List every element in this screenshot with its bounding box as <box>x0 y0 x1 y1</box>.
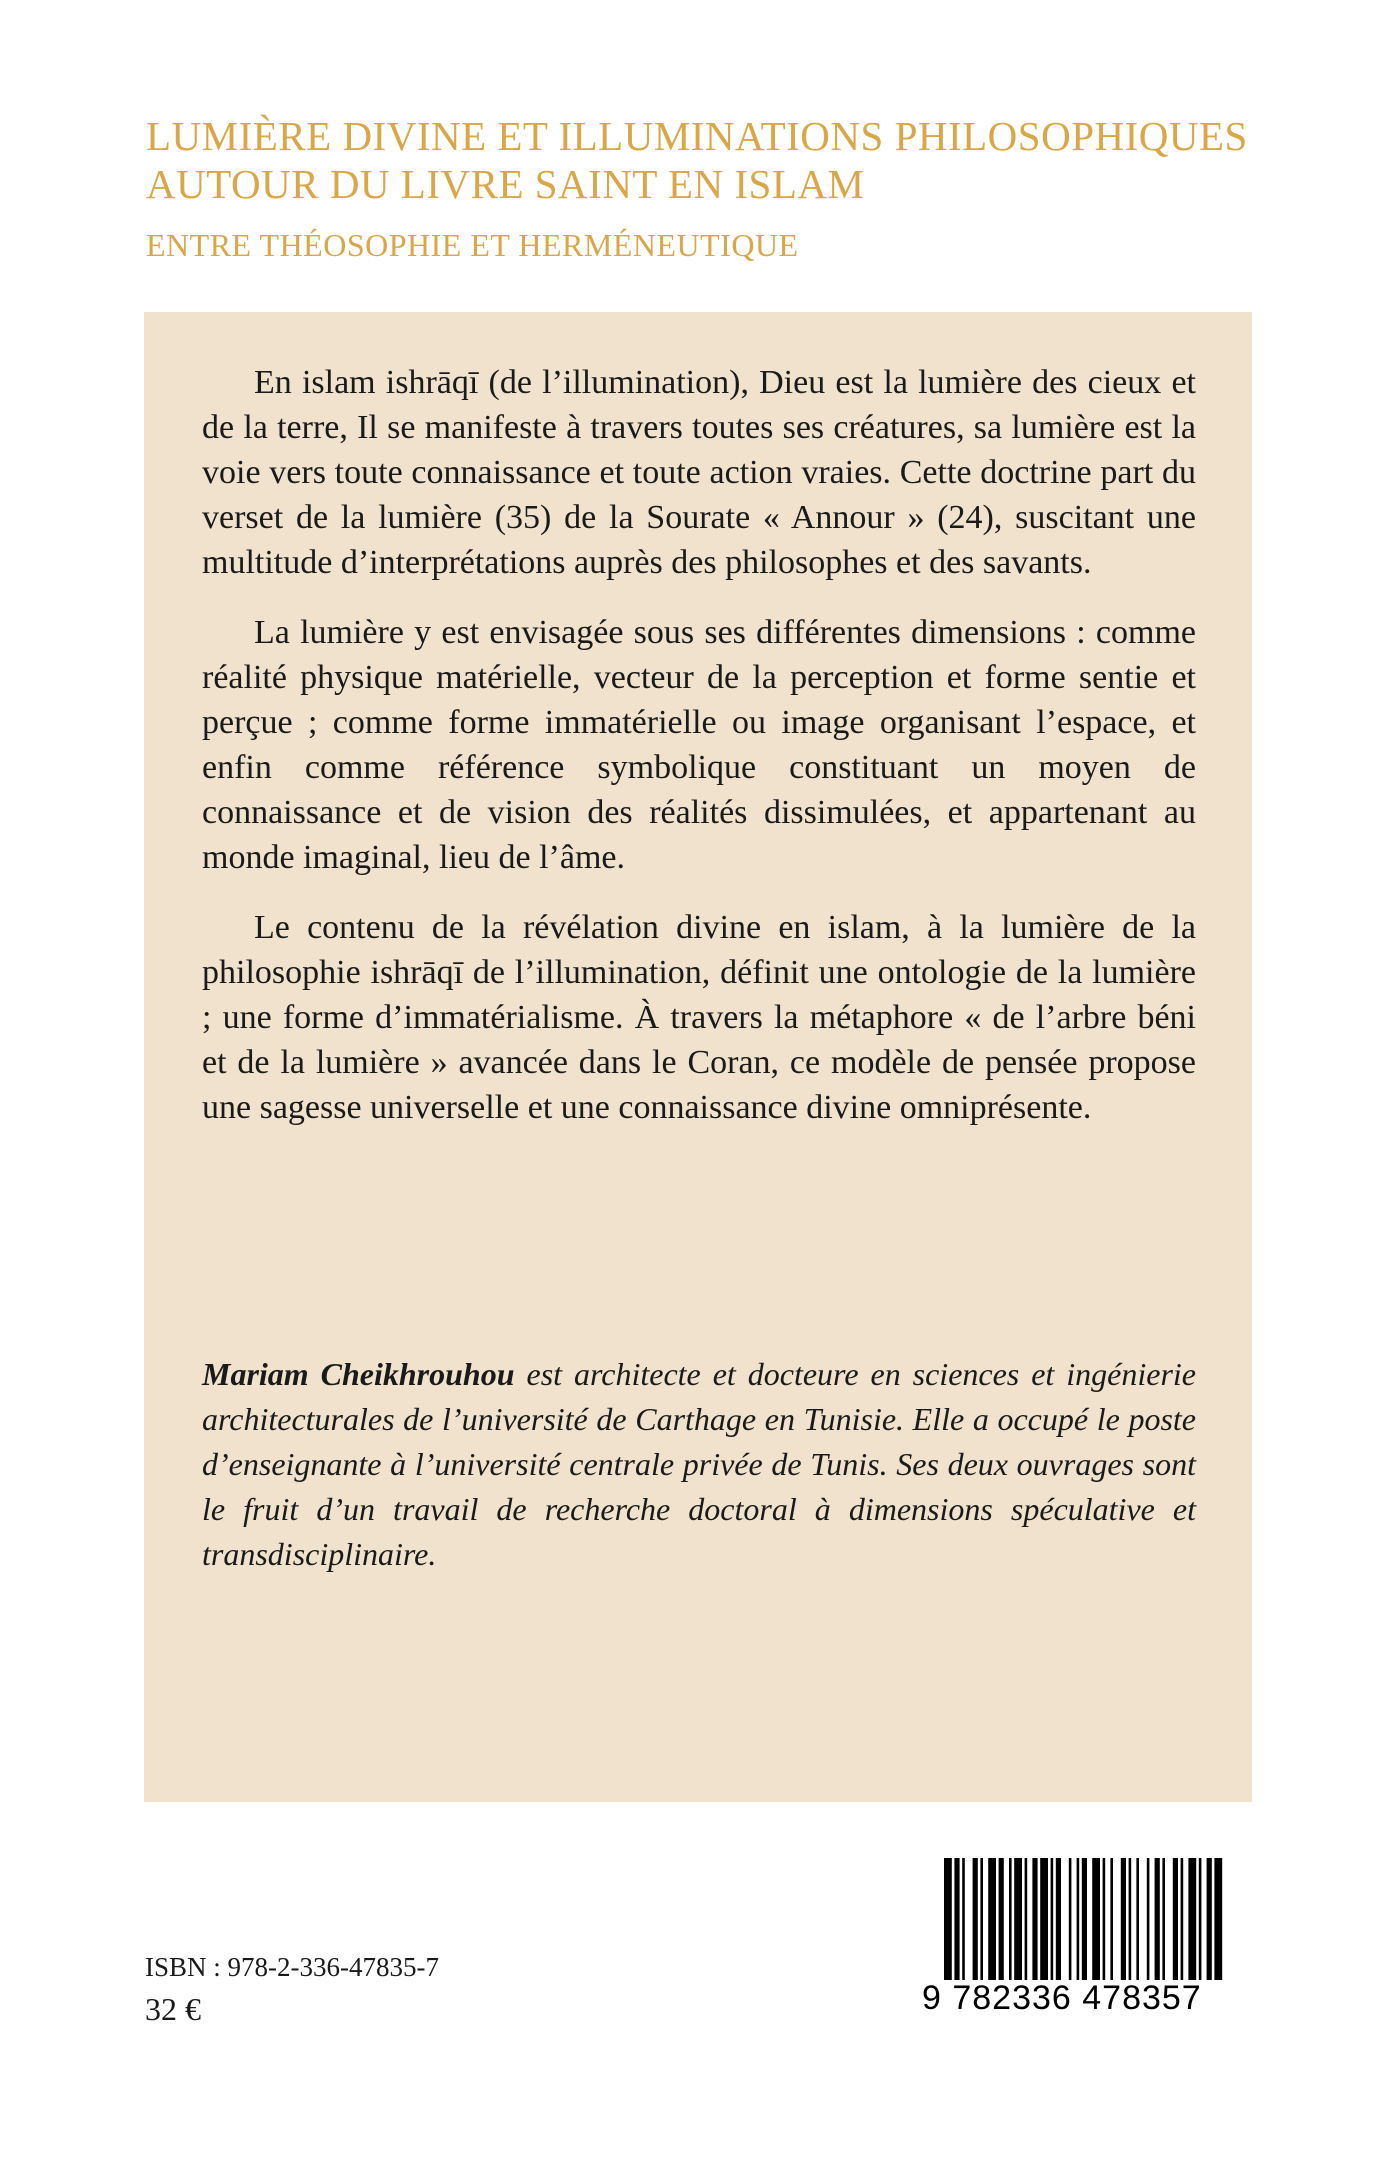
barcode-bar <box>962 1858 965 1980</box>
author-name: Mariam Cheikhrouhou <box>202 1356 515 1392</box>
book-title-line-2: AUTOUR DU LIVRE SAINT EN ISLAM <box>146 161 865 207</box>
barcode-bar <box>1181 1858 1184 1980</box>
price: 32 € <box>145 1991 201 2027</box>
barcode <box>922 1858 1254 2024</box>
barcode-bar <box>1082 1858 1087 1980</box>
barcode-bar <box>1129 1858 1132 1980</box>
barcode-bar <box>1025 1858 1028 1980</box>
barcode-bar <box>1188 1858 1196 1980</box>
summary-paragraph-1: En islam ishrāqī (de l’illumination), Dieu est la lumière des cieux et de la terre, Il se manifeste à travers toutes ses créatures, sa lumière est la voie vers toute connaissance et toute action vraies. Cette doctrine part du verset de la lumière (35) de la Sourate « Annour » (24), suscitant une multitude d’interprétations auprès des philosophes et des savants. <box>202 364 1196 581</box>
summary-paragraph-3: Le contenu de la révélation divine en islam, à la lumière de la philosophie ishrāqī de l’illumination, définit une ontologie de la lumière ; une forme d’immatérialisme. À travers la métaphore « de l’arbre béni et de la lumière » avancée dans le Coran, ce modèle de pensée propose une sagesse universelle et une connaissance divine omniprésente. <box>202 909 1196 1126</box>
barcode-bar <box>1032 1858 1037 1980</box>
barcode-bar <box>1214 1858 1222 1980</box>
author-bio-text: est architecte et docteure en sciences et ingénierie architecturales de l’université de Carthage en Tunisie. Elle a occupé le poste d’enseignante à l’université centrale privée de Tunis. Ses deux ouvrages sont le fruit d’un travail de recherche doctoral à dimensions spéculative et transdisciplinaire. <box>202 1356 1197 1572</box>
barcode-bar <box>1040 1858 1048 1980</box>
barcode-bar <box>973 1858 978 1980</box>
barcode-bar <box>1173 1858 1178 1980</box>
barcode-bar <box>1051 1858 1054 1980</box>
summary-box <box>144 312 1252 1802</box>
barcode-bar <box>1207 1858 1212 1980</box>
barcode-bar <box>1147 1858 1150 1980</box>
barcode-bar <box>1069 1858 1072 1980</box>
barcode-bar <box>1136 1858 1139 1980</box>
author-bio <box>202 1352 1196 1577</box>
barcode-bar <box>1092 1858 1100 1980</box>
barcode-bar <box>1199 1858 1202 1980</box>
barcode-bars <box>922 1858 1254 1980</box>
barcode-bar <box>944 1858 952 1980</box>
barcode-bar <box>954 1858 959 1980</box>
summary-paragraph-2: La lumière y est envisagée sous ses différentes dimensions : comme réalité physique matérielle, vecteur de la perception et forme sentie et perçue ; comme forme immatérielle ou image organisant l’espace, et enfin comme référence symbolique constituant un moyen de connaissance et de vision des réalités dissimulées, et appartenant au monde imaginal, lieu de l’âme. <box>202 614 1196 876</box>
barcode-bar <box>1162 1858 1165 1980</box>
book-title <box>146 112 1306 208</box>
barcode-bar <box>1155 1858 1160 1980</box>
barcode-bar <box>1077 1858 1080 1980</box>
barcode-bar <box>1121 1858 1126 1980</box>
barcode-bar <box>1103 1858 1106 1980</box>
barcode-digits: 9 782336 478357 <box>922 1979 1202 2017</box>
barcode-bar <box>1056 1858 1061 1980</box>
isbn: ISBN : 978-2-336-47835-7 <box>145 1952 439 1982</box>
barcode-bar <box>1110 1858 1113 1980</box>
book-subtitle: ENTRE THÉOSOPHIE ET HERMÉNEUTIQUE <box>146 227 799 263</box>
barcode-bar <box>999 1858 1004 1980</box>
barcode-bar <box>988 1858 996 1980</box>
barcode-bar <box>1014 1858 1022 1980</box>
book-title-line-1: LUMIÈRE DIVINE ET ILLUMINATIONS PHILOSOPHIQUES <box>146 113 1248 159</box>
barcode-bar <box>1009 1858 1012 1980</box>
title-block <box>146 112 1306 264</box>
barcode-bar <box>980 1858 983 1980</box>
